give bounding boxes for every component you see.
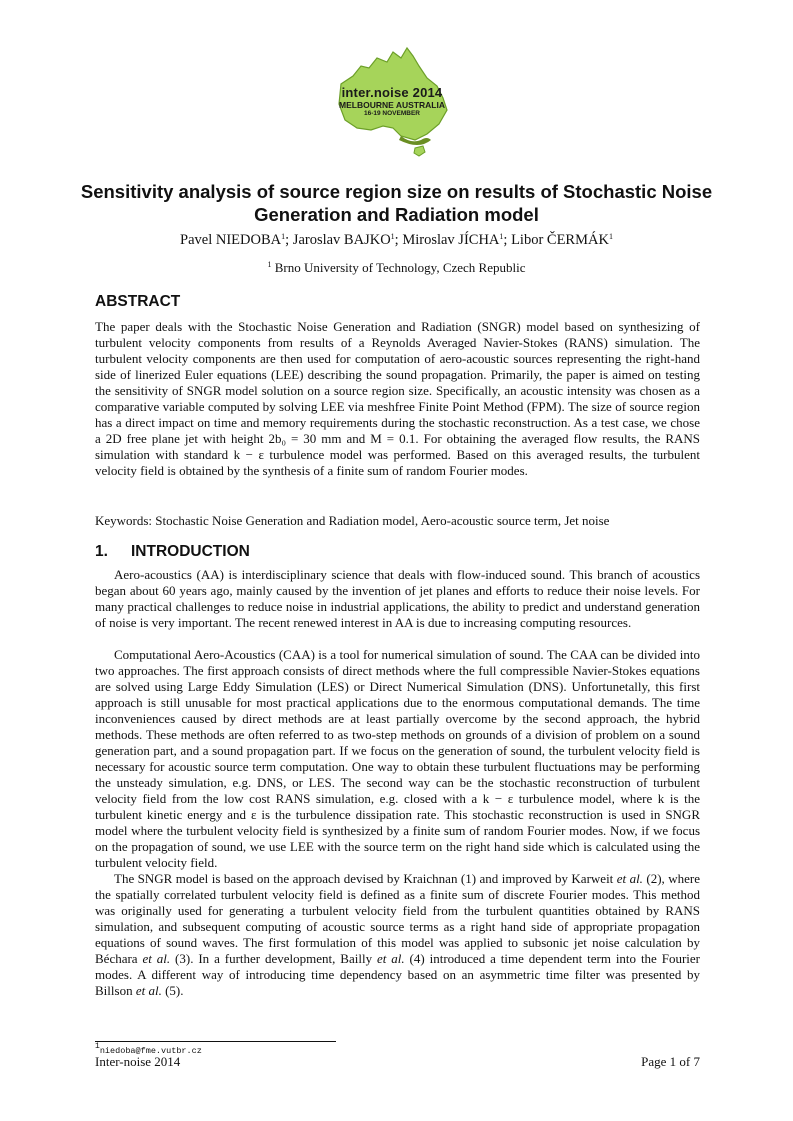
section-heading-introduction xyxy=(95,543,250,561)
paper-title: Sensitivity analysis of source region size on results of Stochastic Noise Generation and Radiation model xyxy=(80,181,713,225)
logo-title: inter.noise 2014 xyxy=(341,85,443,100)
affiliation-mark: 1 xyxy=(267,260,272,269)
footnote-rule xyxy=(95,1041,336,1042)
affiliation-mark: 1 xyxy=(281,232,286,241)
section-title: INTRODUCTION xyxy=(131,543,250,560)
tasmania-shape xyxy=(414,146,425,156)
citation-etal: et al. xyxy=(616,871,643,886)
section-number: 1. xyxy=(95,543,108,560)
text-run: (3). In a further development, Bailly xyxy=(170,951,377,966)
text-run: The SNGR model is based on the approach devised by Kraichnan (1) and improved by Karweit xyxy=(114,871,617,886)
citation-etal: et al. xyxy=(135,983,162,998)
author-separator: ; xyxy=(503,232,512,248)
author-name: Pavel NIEDOBA xyxy=(180,232,282,248)
logo-location: MELBOURNE AUSTRALIA xyxy=(339,100,445,110)
abstract-text: The paper deals with the Stochastic Noise Generation and Radiation (SNGR) model based on synthesizing of turbulent velocity components from results of a Reynolds Averaged Navier-Stokes (RANS) simulation. The turbulent velocity components are then used for computation of aero-acoustic sources representing the right-hand side of linerized Euler equations (LEE) describing the sound propagation. Primarily, the paper is aimed on testing the sensitivity of SNGR model solution on a source region size. Specifically, an acoustic intensity was chosen as a comparative variable computed by solving LEE via meshfree Finite Point Method (FPM). The size of source region has a direct impact on time and memory requirements during the stochastic reconstruction. As a test case, we chose a 2D free plane jet with height 2b₀ = 30 mm and M = 0.1. For obtaining the averaged flow results, the RANS simulation with standard k − ε turbulence model was performed. Based on this averaged results, the turbulent velocity field is obtained by the synthesis of a finite sum of random Fourier modes. xyxy=(95,319,700,478)
text-run: (5). xyxy=(161,983,184,998)
footnote-mark: 1 xyxy=(95,1042,100,1051)
author-name: Libor ČERMÁK xyxy=(511,232,609,248)
logo-dates: 16-19 NOVEMBER xyxy=(364,110,420,117)
intro-paragraph-2: Computational Aero-Acoustics (CAA) is a tool for numerical simulation of sound. The CAA can be divided into two approaches. The first approach consists of direct methods where the full compressible Navier-Stokes equations are solved using Large Eddy Simulation (LES) or Direct Numerical Simulation (DNS). Unfortunetally, this first approach is still unusable for most practical applications due to the enormous computational demands. The time inconveniences caused by direct methods are at least partially overcome by the second approach, the hybrid methods. These methods are often referred to as two-step methods on grounds of a division of problem on a sound generation part, and a sound propagation part. If we focus on the generation of sound, the turbulent velocity field is necessary for acoustic source term computation. One way to obtain these turbulent fluctuations may be performing the unsteady simulation, e.g. DNS, or LES. The second way can be the stochastic reconstruction of turbulent velocity field from the low cost RANS simulation, e.g. closed with a k − ε turbulence model, where k is the turbulent kinetic energy and ε is the turbulence dissipation rate. This stochastic reconstruction is used in SNGR model where the turbulent velocity field is synthesized by a finite sum of random Fourier modes. Now, if we focus on the propagation of sound, we use LEE with the source term on the right hand side which is calculated using the turbulent velocity field. xyxy=(95,647,700,870)
affiliation-mark: 1 xyxy=(608,232,613,241)
abstract-heading: ABSTRACT xyxy=(95,293,181,310)
text-run: (2), where the spatially correlated turbulent velocity field is defined as a finite sum of discrete Fourier modes. This method was originally used for generating a turbulent velocity field from the turbulent quantities obtained by RANS simulation, and subsequent computing of acoustic source terms as a right hand side of appropriate propagation equations of sound waves. The first formulation of this model was applied to subsonic jet noise calculation by Béchara xyxy=(95,871,700,966)
intro-paragraph-3 xyxy=(95,871,700,999)
footnote-email: niedoba@fme.vutbr.cz xyxy=(99,1046,202,1056)
author-name: Miroslav JÍCHA xyxy=(402,232,500,248)
author-list xyxy=(60,231,733,249)
author-separator: ; xyxy=(285,232,293,248)
affiliation xyxy=(60,259,733,276)
footer-page-number: Page 1 of 7 xyxy=(641,1054,700,1069)
intro-paragraph-1: Aero-acoustics (AA) is interdisciplinary science that deals with flow-induced sound. This branch of acoustics began about 60 years ago, mainly caused by the invention of jet planes and efforts to reduce their noise levels. For many practical challenges to reduce noise in industrial applications, the ability to predict and understand generation of noise is very important. The recent renewed interest in AA is due to increasing computing resources. xyxy=(95,567,700,630)
affiliation-text: Brno University of Technology, Czech Republic xyxy=(271,260,526,275)
conference-logo xyxy=(327,44,457,162)
affiliation-mark: 1 xyxy=(499,232,504,241)
author-separator: ; xyxy=(394,232,403,248)
footer-conference: Inter-noise 2014 xyxy=(95,1054,181,1069)
citation-etal: et al. xyxy=(377,951,405,966)
author-name: Jaroslav BAJKO xyxy=(292,232,391,248)
affiliation-mark: 1 xyxy=(390,232,395,241)
keywords: Keywords: Stochastic Noise Generation and Radiation model, Aero-acoustic source term, Jet noise xyxy=(95,513,610,528)
citation-etal: et al. xyxy=(142,951,171,966)
text-run: (4) introduced a time dependent term into the Fourier modes. A different way of introducing time dependency based on an asymmetric time filter was presented by Billson xyxy=(95,951,700,998)
